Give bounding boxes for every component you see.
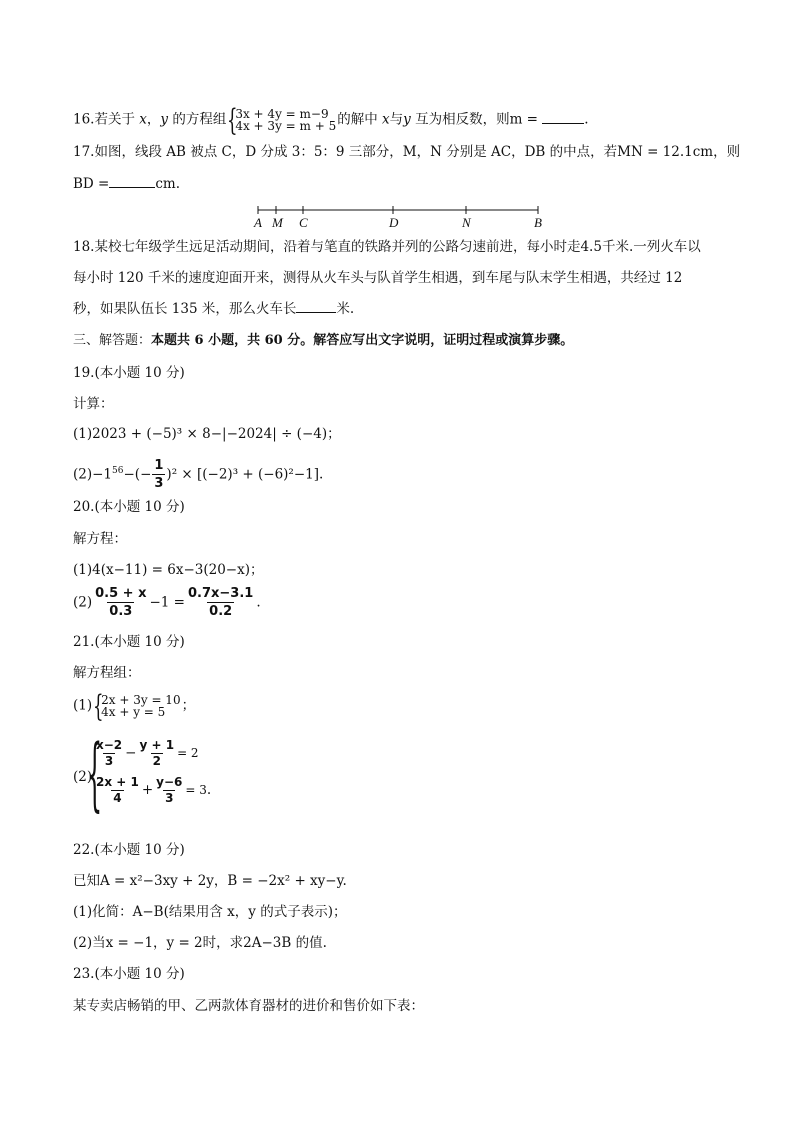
point-label-A: A bbox=[254, 215, 262, 230]
q18-line-1: 18.某校七年级学生远足活动期间，沿着与笔直的铁路并列的公路匀速前进，每小时走4.5千米.一列火车以 bbox=[73, 239, 701, 255]
period: . bbox=[206, 782, 212, 798]
numerator: y + 1 bbox=[139, 738, 175, 752]
q21-eq-1 bbox=[93, 738, 199, 769]
q20-minus-one: −1 = bbox=[149, 594, 185, 611]
q23-head: 23.(本小题 10 分) bbox=[73, 966, 185, 982]
denominator: 3 bbox=[165, 791, 174, 805]
fraction-one-third bbox=[152, 458, 165, 492]
denominator: 2 bbox=[152, 754, 161, 768]
numerator: 0.5 + x bbox=[95, 586, 147, 601]
var-y: y bbox=[160, 111, 169, 128]
fraction-c bbox=[94, 775, 141, 806]
point-label-C: C bbox=[299, 215, 308, 230]
var-y: y bbox=[403, 111, 411, 128]
q20-label: (2) bbox=[73, 594, 93, 611]
q22-part-2: (2)当x = −1，y = 2时，求2A−3B 的值. bbox=[73, 935, 327, 951]
brace-icon: { bbox=[87, 727, 103, 820]
q19-p2-a: (2)−1 bbox=[73, 466, 113, 483]
numerator: x−2 bbox=[96, 738, 123, 752]
q16-text-c: 的解中 bbox=[337, 111, 378, 128]
q20-head: 20.(本小题 10 分) bbox=[73, 499, 185, 515]
var-x: x bbox=[139, 111, 147, 128]
section-3-header bbox=[73, 334, 573, 347]
q21-intro: 解方程组： bbox=[73, 665, 141, 681]
denominator: 0.3 bbox=[109, 604, 133, 619]
numerator: 0.7x−3.1 bbox=[188, 586, 254, 601]
fraction-b bbox=[137, 738, 176, 769]
point-label-D: D bbox=[389, 215, 399, 230]
q17-line-2 bbox=[73, 178, 180, 192]
eq-1: 2x + 3y = 10 bbox=[101, 693, 181, 707]
q21-head: 21.(本小题 10 分) bbox=[73, 634, 185, 650]
point-label-N: N bbox=[462, 215, 471, 230]
q21-p2-label: (2) bbox=[73, 769, 93, 785]
q21-p1-label: (1) bbox=[73, 697, 93, 714]
eq-1: 3x + 4y = m−9 bbox=[235, 107, 329, 121]
q20-intro: 解方程： bbox=[73, 531, 127, 547]
period: . bbox=[584, 111, 589, 128]
answer-blank[interactable] bbox=[109, 187, 155, 188]
q19-head: 19.(本小题 10 分) bbox=[73, 365, 185, 381]
numerator: y−6 bbox=[156, 775, 183, 789]
denominator: 3 bbox=[154, 476, 164, 491]
exponent: 56 bbox=[112, 466, 124, 476]
section-3-instructions: 本题共 6 小题，共 60 分。解答应写出文字说明，证明过程或演算步骤。 bbox=[151, 333, 574, 348]
operator: + bbox=[141, 782, 154, 798]
q21-eq-2 bbox=[93, 775, 211, 806]
eq-2: 4x + 3y = m + 5 bbox=[235, 119, 337, 133]
q22-part-1: (1)化简：A−B(结果用含 x，y 的式子表示)； bbox=[73, 904, 347, 920]
q17-bd: BD = bbox=[73, 176, 110, 192]
fraction-1 bbox=[93, 586, 148, 620]
q18-line-3 bbox=[73, 303, 354, 317]
q21-part-1 bbox=[73, 689, 196, 724]
fraction-2 bbox=[186, 586, 255, 620]
q19-p2-c: )² × [(−2)³ + (−6)²−1]. bbox=[166, 466, 324, 483]
rhs: = 3 bbox=[185, 783, 207, 797]
fraction-d bbox=[154, 775, 184, 806]
rhs: = 2 bbox=[177, 746, 199, 760]
question-16 bbox=[73, 103, 589, 138]
q20-part-1: (1)4(x−11) = 6x−3(20−x)； bbox=[73, 562, 264, 578]
fraction-a bbox=[94, 738, 124, 769]
eq-2: 4x + y = 5 bbox=[101, 705, 166, 719]
answer-blank[interactable] bbox=[542, 123, 584, 124]
q16-text-d: 与 bbox=[389, 111, 404, 128]
q18-unit: 米. bbox=[336, 301, 355, 317]
period: . bbox=[256, 594, 261, 611]
numerator: 1 bbox=[154, 458, 164, 473]
operator: − bbox=[125, 745, 137, 761]
q19-part-1: (1)2023 + (−5)³ × 8−|−2024| ÷ (−4)； bbox=[73, 426, 341, 442]
q19-p2-b: −(− bbox=[123, 466, 152, 483]
q16-text-e: 互为相反数，则m = bbox=[415, 111, 538, 128]
equation-system: { 2x + 3y = 10 4x + y = 5 bbox=[93, 689, 181, 724]
point-label-B: B bbox=[534, 215, 542, 230]
q16-text-a: 16.若关于 bbox=[73, 111, 135, 128]
comma: ， bbox=[146, 111, 161, 128]
segment-figure bbox=[248, 200, 548, 230]
q20-part-2 bbox=[73, 586, 261, 620]
q17-line-1: 17.如图，线段 AB 被点 C，D 分成 3：5：9 三部分，M，N 分别是 AC，DB 的中点，若MN = 12.1cm，则 bbox=[73, 144, 741, 160]
q16-text-b: 的方程组 bbox=[172, 111, 227, 128]
q22-head: 22.(本小题 10 分) bbox=[73, 842, 185, 858]
q19-part-2 bbox=[73, 458, 323, 492]
semicolon: ； bbox=[181, 697, 196, 714]
equation-system: { 3x + 4y = m−9 4x + 3y = m + 5 bbox=[227, 103, 337, 138]
denominator: 3 bbox=[104, 754, 114, 768]
point-label-M: M bbox=[272, 215, 283, 230]
q17-unit: cm. bbox=[155, 176, 181, 192]
q22-line-1: 已知A = x²−3xy + 2y，B = −2x² + xy−y. bbox=[73, 873, 347, 889]
q18-line-2: 每小时 120 千米的速度迎面开来，测得从火车头与队首学生相遇，到车尾与队末学生相遇，共经过 12 bbox=[73, 270, 683, 286]
var-x: x bbox=[382, 111, 390, 128]
answer-blank[interactable] bbox=[296, 312, 336, 313]
q23-line-1: 某专卖店畅销的甲、乙两款体育器材的进价和售价如下表： bbox=[73, 998, 424, 1014]
q19-intro: 计算： bbox=[73, 396, 114, 412]
section-3-prefix: 三、解答题： bbox=[73, 333, 152, 348]
denominator: 0.2 bbox=[209, 604, 233, 619]
denominator: 4 bbox=[113, 791, 122, 805]
numerator: 2x + 1 bbox=[96, 775, 139, 789]
q18-text: 秒，如果队伍长 135 米，那么火车长 bbox=[73, 301, 297, 317]
